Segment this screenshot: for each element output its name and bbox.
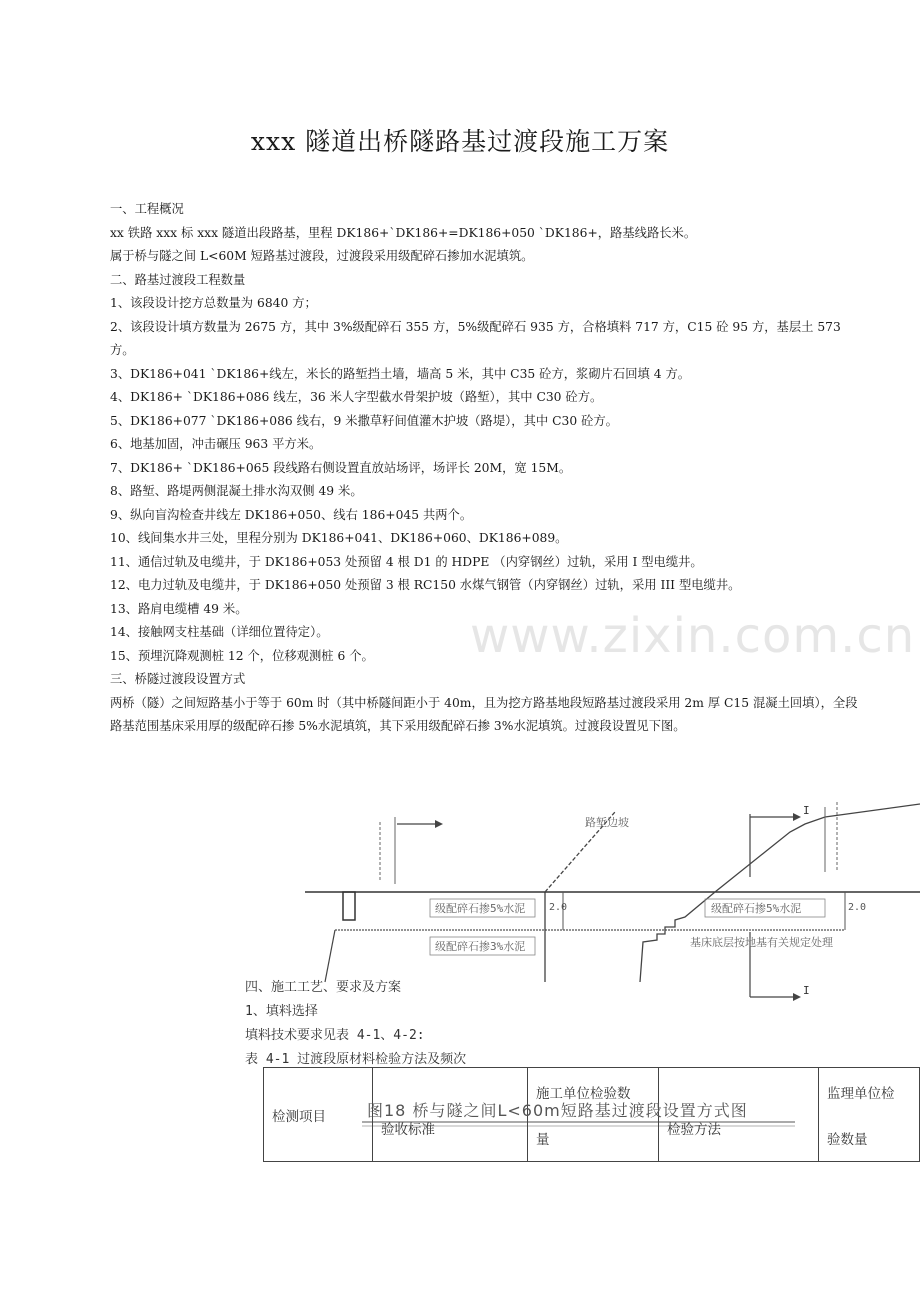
list-item: 3、DK186+041 `DK186+线左，米长的路堑挡土墙，墙高 5 米，其中 C35 砼方，浆砌片石回填 4 方。 xyxy=(110,366,691,381)
list-item: 10、线间集水井三处，里程分别为 DK186+041、DK186+060、DK186+089。 xyxy=(110,531,568,545)
list-item: 13、路肩电缆槽 49 米。 xyxy=(110,601,248,616)
list-item: 11、通信过轨及电缆井，于 DK186+053 处预留 4 根 D1 的 HDPE （内穿钢丝）过轨，采用 I 型电缆井。 xyxy=(110,554,703,569)
section-heading: 四、施工工艺、要求及方案 xyxy=(245,980,402,995)
list-item: 1、该段设计挖方总数量为 6840 方； xyxy=(110,296,317,310)
list-item: 4、DK186+ `DK186+086 线左，36 米人字型截水骨架护坡（路堑），其中 C30 砼方。 xyxy=(110,390,603,404)
list-item: 15、预埋沉降观测桩 12 个，位移观测桩 6 个。 xyxy=(110,648,374,663)
list-item: 2、该段设计填方数量为 2675 方，其中 3%级配碎石 355 方，5%级配碎石 935 方，合格填料 717 方，C15 砼 95 方，基层土 573 方。 xyxy=(110,319,841,357)
section-mark: I xyxy=(803,984,810,997)
layer-label: 级配碎石掺5%水泥 xyxy=(711,902,802,915)
table-header-cell: 检测项目 xyxy=(264,1068,373,1162)
list-item: 7、DK186+ `DK186+065 段线路右侧设置直放站场评，场评长 20M，宽 15M。 xyxy=(110,460,572,475)
section-mark: I xyxy=(803,804,810,817)
paragraph: 两桥（隧）之间短路基小于等于 60m 时（其中桥隧间距小于 40m，且为挖方路基地段短路基过渡段采用 2m 厚 C15 混凝土回填），全段路基范围基床采用厚的级配碎石掺 5%水泥填筑，其下采用级配碎石掺 3%水泥填筑。过渡段设置见下图。 xyxy=(110,695,858,733)
table-caption: 表 4-1 过渡段原材料检验方法及频次 xyxy=(245,1052,467,1067)
list-item: 14、接触网支柱基础（详细位置待定）。 xyxy=(110,625,329,639)
paragraph: 填料技术要求见表 4-1、4-2: xyxy=(245,1028,425,1043)
layer-label: 级配碎石掺5%水泥 xyxy=(435,902,526,915)
figure-caption: 图18 桥与隧之间L<60m短路基过渡段设置方式图 xyxy=(367,1101,748,1120)
header-line: 监理单位检 xyxy=(827,1085,895,1102)
document-title: xxx 隧道出桥隧路基过渡段施工万案 xyxy=(250,127,670,156)
header-line: 施工单位检验数 xyxy=(536,1085,631,1102)
slope-label: 路堑边坡 xyxy=(585,816,629,829)
section-heading: 三、桥隧过渡段设置方式 xyxy=(110,672,246,686)
section-heading: 一、工程概况 xyxy=(110,202,184,216)
paragraph: xx 铁路 xxx 标 xxx 隧道出段路基，里程 DK186+`DK186+=DK186+050 `DK186+，路基线路长米。 xyxy=(110,225,697,240)
list-item: 9、纵向盲沟检查井线左 DK186+050、线右 186+045 共两个。 xyxy=(110,507,473,522)
watermark: www.zixin.com.cn xyxy=(470,608,916,664)
table-header-cell xyxy=(819,1068,920,1162)
list-item: 12、电力过轨及电缆井，于 DK186+050 处预留 3 根 RC150 水煤气钢管（内穿钢丝）过轨，采用 III 型电缆井。 xyxy=(110,578,741,592)
list-item: 6、地基加固，冲击碾压 963 平方米。 xyxy=(110,437,322,451)
header-line: 验数量 xyxy=(827,1131,868,1148)
list-item: 5、DK186+077 `DK186+086 线右，9 米撒草籽间值灌木护坡（路堤），其中 C30 砼方。 xyxy=(110,413,618,428)
foundation-label: 基床底层按地基有关规定处理 xyxy=(690,936,833,949)
table-header-cell: 验收标准 xyxy=(373,1068,528,1162)
list-item: 8、路堑、路堤两侧混凝土排水沟双侧 49 米。 xyxy=(110,484,363,498)
table-header-cell: 检验方法 xyxy=(659,1068,819,1162)
section-heading: 二、路基过渡段工程数量 xyxy=(110,272,246,287)
dimension-label: 2.0 xyxy=(848,902,867,913)
paragraph: 属于桥与隧之间 L<60M 短路基过渡段，过渡段采用级配碎石掺加水泥填筑。 xyxy=(110,249,534,263)
header-line: 量 xyxy=(536,1131,550,1148)
layer-label: 级配碎石掺3%水泥 xyxy=(435,940,526,953)
dimension-label: 2.0 xyxy=(549,902,568,913)
subheading: 1、填料选择 xyxy=(245,1004,318,1019)
